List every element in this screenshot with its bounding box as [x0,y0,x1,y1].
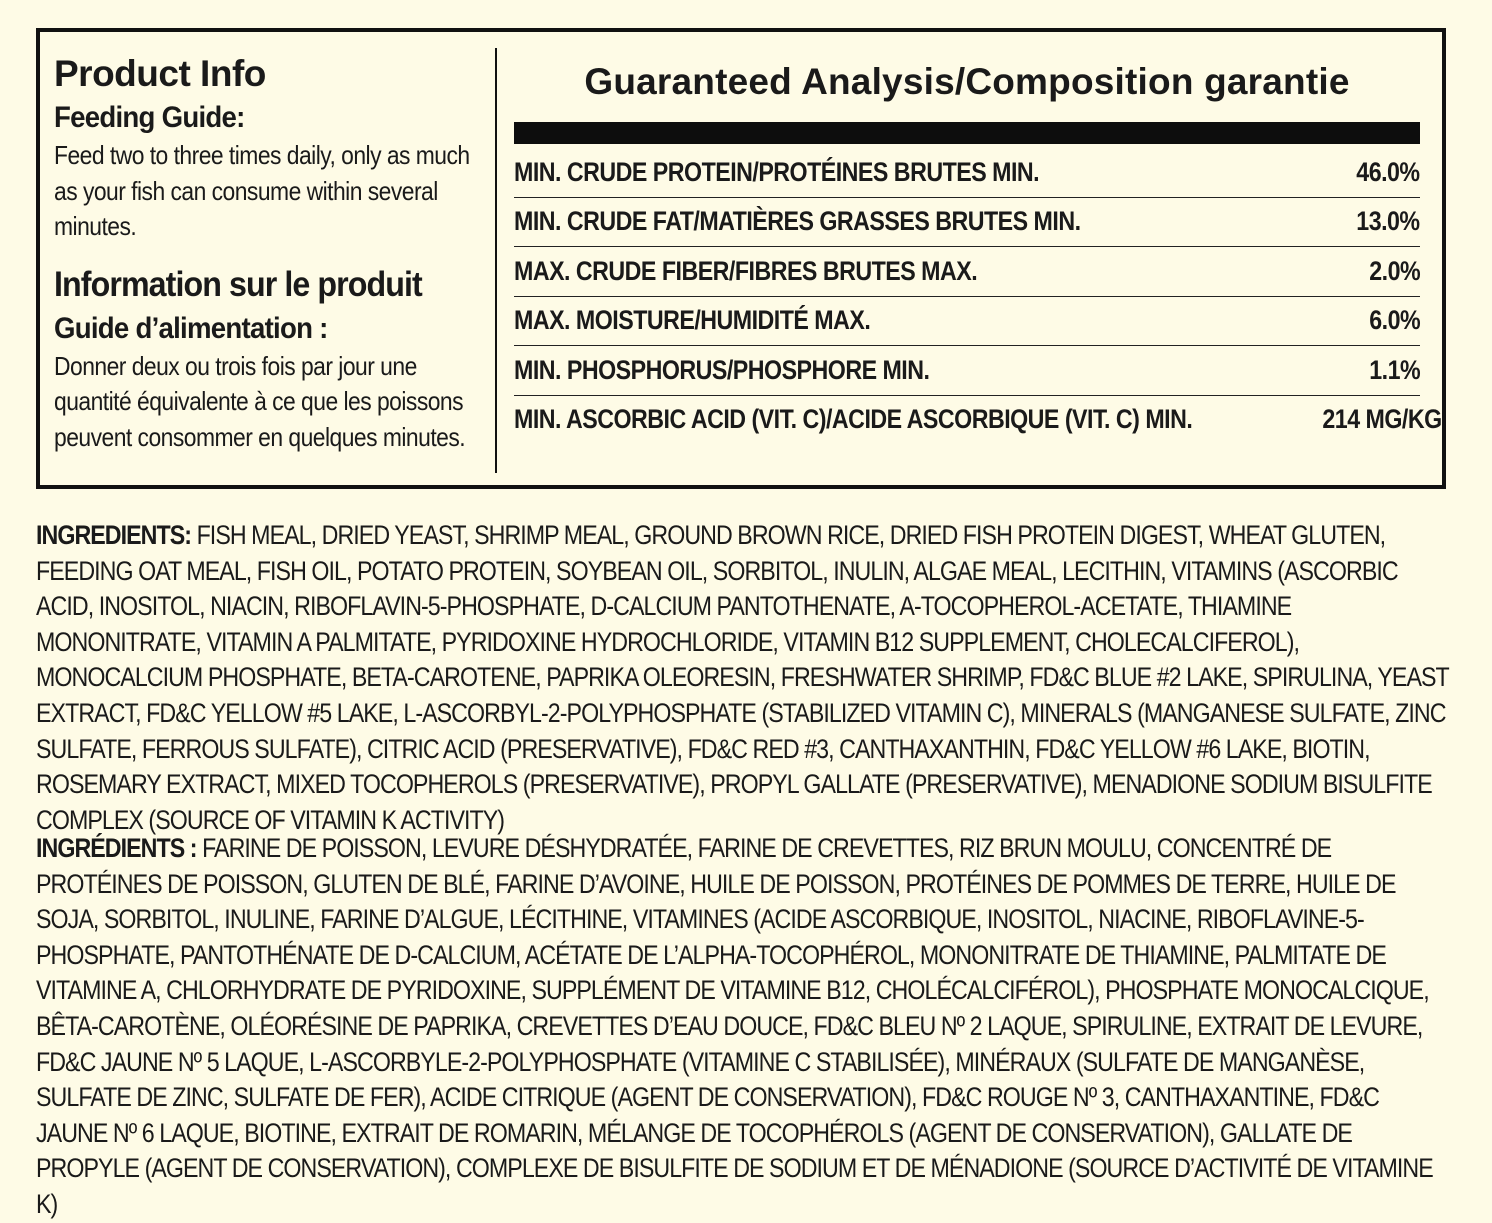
analysis-value: 6.0% [1369,305,1420,336]
feeding-guide-text: Feed two to three times daily, only as much as your fish can consume within several minutes. [54,140,470,241]
ingredients-text-en: FISH MEAL, DRIED YEAST, SHRIMP MEAL, GROUND BROWN RICE, DRIED FISH PROTEIN DIGEST, WHEAT GLUTEN, FEEDING OAT MEAL, FISH OIL, POTATO PROTEIN, SOYBEAN OIL, SORBITOL, INULIN, ALGAE MEAL, LECITHIN, VITAMINS (ASCORBIC ACID, INOSITOL, NIACIN, RIBOFLAVIN-5-PHOSPHATE, D-CALCIUM PANTOTHENATE, A-TOCOPHEROL-ACETATE, THIAMINE MONONITRATE, VITAMIN A PALMITATE, PYRIDOXINE HYDROCHLORIDE, VITAMIN B12 SUPPLEMENT, CHOLECALCIFEROL), MONOCALCIUM PHOSPHATE, BETA-CAROTENE, PAPRIKA OLEORESIN, FRESHWATER SHRIMP, FD&C BLUE #2 LAKE, SPIRULINA, YEAST EXTRACT, FD&C YELLOW #5 LAKE, L-ASCORBYL-2-POLYPHOSPHATE (STABILIZED VITAMIN C), MINERALS (MANGANESE SULFATE, ZINC SULFATE, FERROUS SULFATE), CITRIC ACID (PRESERVATIVE), FD&C RED #3, CANTHAXANTHIN, FD&C YELLOW #6 LAKE, BIOTIN, ROSEMARY EXTRACT, MIXED TOCOPHEROLS (PRESERVATIVE), PROPYL GALLATE (PRESERVATIVE), MENADIONE SODIUM BISULFITE COMPLEX (SOURCE OF VITAMIN K ACTIVITY) [36,520,1449,835]
analysis-row [514,346,1420,396]
ingredients-en [36,518,1449,838]
analysis-value: 1.1% [1369,354,1420,385]
feeding-guide-heading-fr: Guide d’alimentation : [54,311,328,345]
column-divider [495,48,497,473]
ingredients-label-fr: INGRÉDIENTS : [36,833,197,863]
analysis-value: 2.0% [1369,255,1420,286]
analysis-row [514,198,1420,248]
analysis-value: 46.0% [1356,156,1420,187]
product-info-column [54,52,484,455]
analysis-label: MIN. CRUDE FAT/MATIÈRES GRASSES BRUTES MIN. [514,206,1081,237]
analysis-value: 13.0% [1356,206,1420,237]
product-info-title-fr: Information sur le produit [54,264,422,304]
feeding-guide-heading: Feeding Guide: [54,101,245,134]
analysis-label: MIN. CRUDE PROTEIN/PROTÉINES BRUTES MIN. [514,156,1040,187]
ingredients-text-fr: FARINE DE POISSON, LEVURE DÉSHYDRATÉE, FARINE DE CREVETTES, RIZ BRUN MOULU, CONCENTRÉ DE PROTÉINES DE POISSON, GLUTEN DE BLÉ, FARINE D’AVOINE, HUILE DE POISSON, PROTÉINES DE POMMES DE TERRE, HUILE DE SOJA, SORBITOL, INULINE, FARINE D’ALGUE, LÉCITHINE, VITAMINES (ACIDE ASCORBIQUE, INOSITOL, NIACINE, RIBOFLAVINE-5-PHOSPHATE, PANTOTHÉNATE DE D-CALCIUM, ACÉTATE DE L’ALPHA-TOCOPHÉROL, MONONITRATE DE THIAMINE, PALMITATE DE VITAMINE A, CHLORHYDRATE DE PYRIDOXINE, SUPPLÉMENT DE VITAMINE B12, CHOLÉCALCIFÉROL), PHOSPHATE MONOCALCIQUE, BÊTA-CAROTÈNE, OLÉORÉSINE DE PAPRIKA, CREVETTES D’EAU DOUCE, FD&C BLEU Nº 2 LAQUE, SPIRULINE, EXTRAIT DE LEVURE, FD&C JAUNE Nº 5 LAQUE, L-ASCORBYLE-2-POLYPHOSPHATE (VITAMINE C STABILISÉE), MINÉRAUX (SULFATE DE MANGANÈSE, SULFATE DE ZINC, SULFATE DE FER), ACIDE CITRIQUE (AGENT DE CONSERVATION), FD&C ROUGE Nº 3, CANTHAXANTINE, FD&C JAUNE Nº 6 LAQUE, BIOTINE, EXTRAIT DE ROMARIN, MÉLANGE DE TOCOPHÉROLS (AGENT DE CONSERVATION), GALLATE DE PROPYLE (AGENT DE CONSERVATION), COMPLEXE DE BISULFITE DE SODIUM ET DE MÉNADIONE (SOURCE D’ACTIVITÉ DE VITAMINE K) [36,833,1433,1219]
analysis-row [514,297,1420,347]
analysis-table [514,148,1442,444]
analysis-label: MIN. PHOSPHORUS/PHOSPHORE MIN. [514,354,930,385]
analysis-label: MAX. CRUDE FIBER/FIBRES BRUTES MAX. [514,255,978,286]
product-info-title: Product Info [54,53,266,94]
analysis-row [514,396,1442,445]
product-info-box [36,28,1446,489]
analysis-row [514,148,1420,198]
analysis-row [514,247,1420,297]
feeding-guide-text-fr: Donner deux ou trois fois par jour une quantité équivalente à ce que les poissons peuvent consommer en quelques minutes. [54,350,466,452]
analysis-label: MIN. ASCORBIC ACID (VIT. C)/ACIDE ASCORBIQUE (VIT. C) MIN. [514,404,1193,435]
ingredients-label-en: INGREDIENTS: [36,520,192,550]
analysis-value: 214 MG/KG [1322,404,1442,435]
analysis-header-bar [514,122,1420,144]
ingredients-fr [36,831,1433,1223]
analysis-title: Guaranteed Analysis/Composition garantie [584,61,1350,102]
analysis-label: MAX. MOISTURE/HUMIDITÉ MAX. [514,305,871,336]
guaranteed-analysis [514,52,1442,444]
